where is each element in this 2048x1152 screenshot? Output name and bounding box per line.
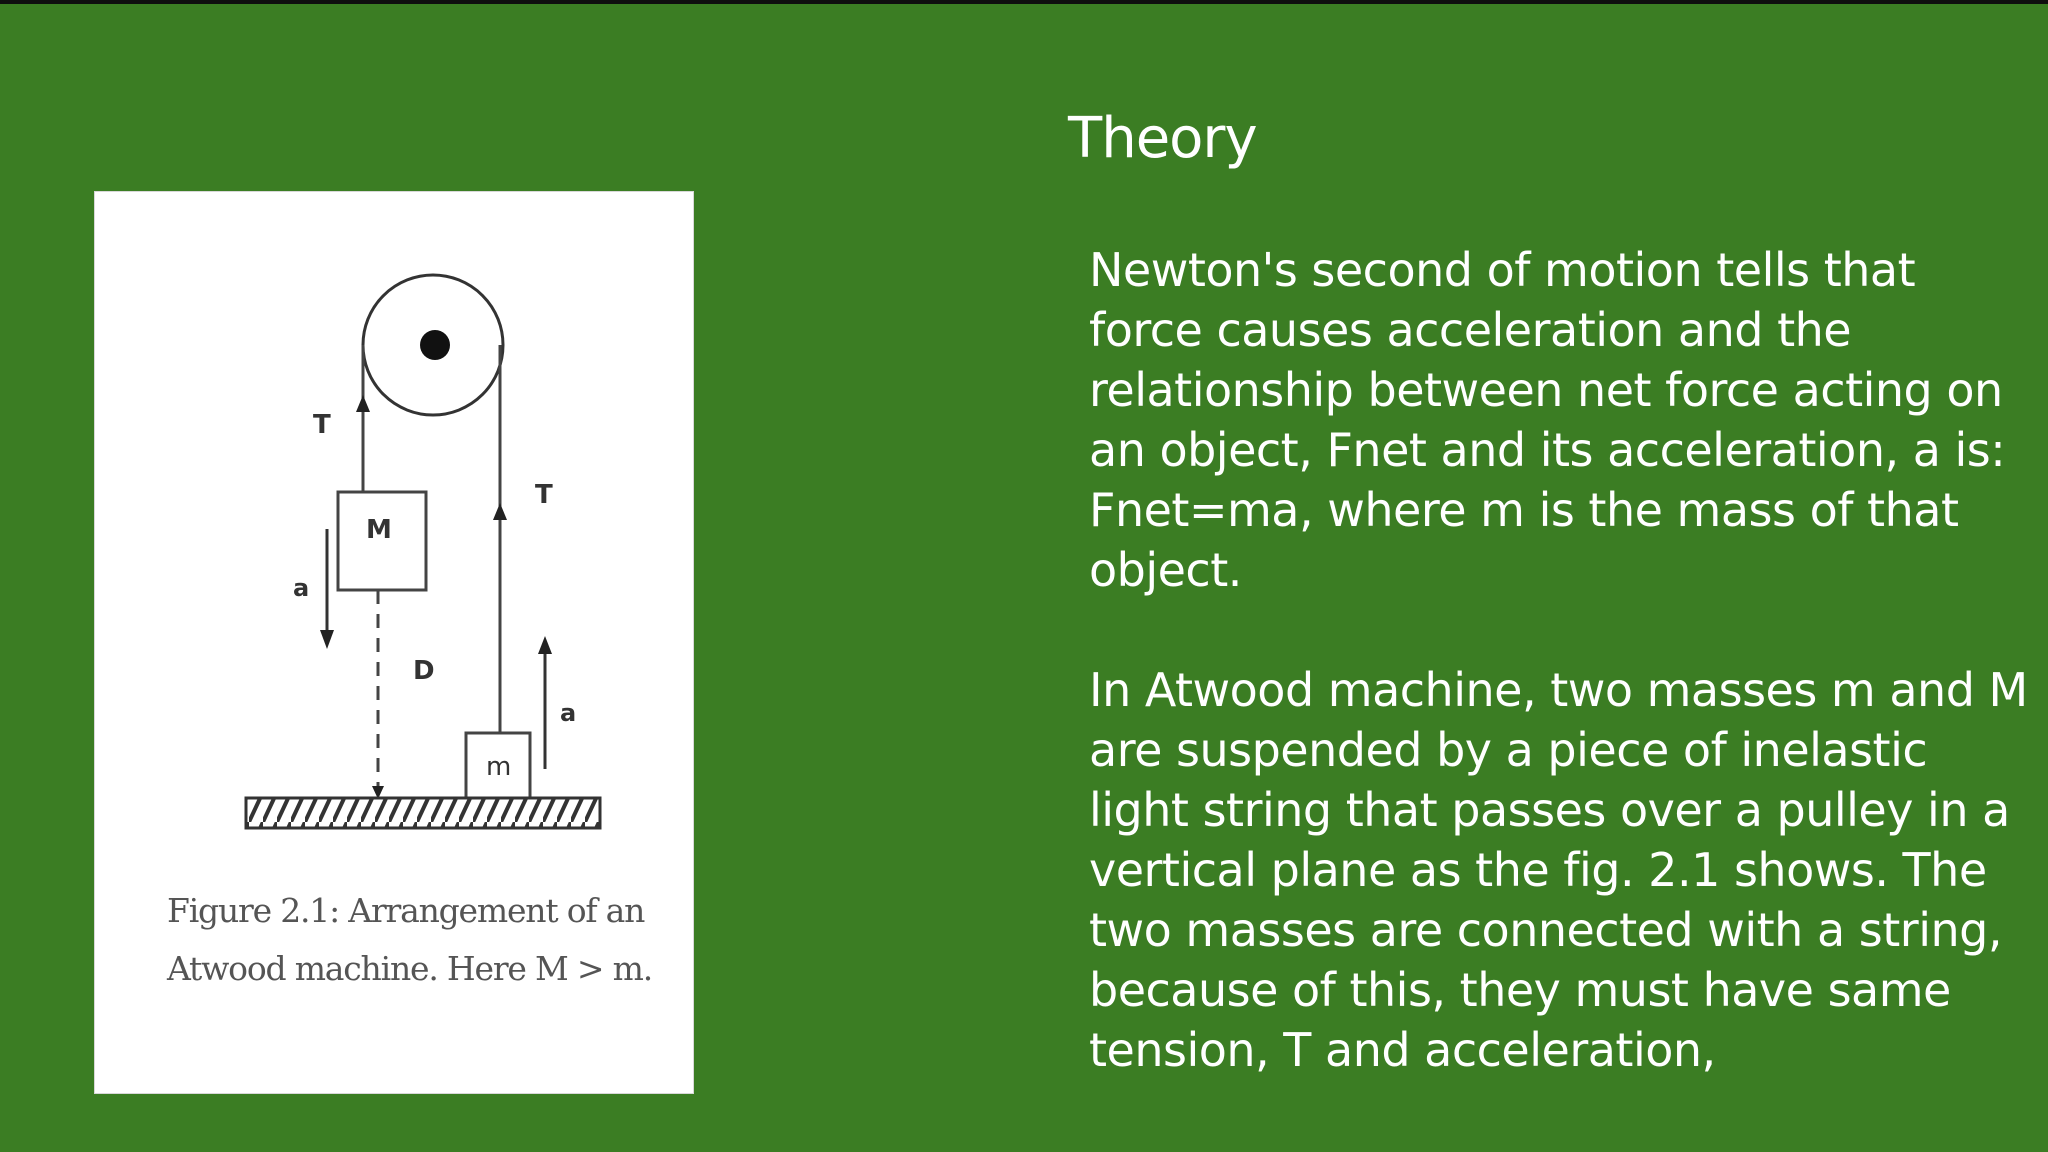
paragraph-newton: Newton's second of motion tells that force causes acceleration and the relationship between net force acting on an object, Fnet and its acceleration, a is: Fnet=ma, where m is the mass of that object. [1089, 243, 2006, 597]
label-accel-left: a [293, 574, 310, 602]
label-mass-small: m [486, 752, 512, 782]
body-text [1089, 240, 2029, 1080]
caption-line-1: Figure 2.1: Arrangement of an [167, 891, 645, 930]
tension-arrow-right [493, 503, 507, 520]
label-mass-big: M [366, 515, 392, 545]
label-tension-left: T [313, 410, 331, 440]
label-accel-right: a [560, 699, 577, 727]
label-tension-right: T [535, 480, 553, 510]
pulley-axle [420, 330, 450, 360]
floor [246, 798, 600, 828]
accel-left-arrow [320, 630, 334, 649]
slide-title: Theory [1068, 106, 1257, 171]
tension-arrow-left [356, 395, 370, 412]
atwood-figure [94, 191, 694, 1094]
paragraph-atwood: In Atwood machine, two masses m and M are suspended by a piece of inelastic light string that passes over a pulley in a vertical plane as the fig. 2.1 shows. The two masses are connected with a string, because of this, they must have same tension, T and acceleration, [1089, 663, 2028, 1077]
caption-line-2: Atwood machine. Here M > m. [167, 949, 653, 988]
label-distance: D [413, 656, 435, 686]
figure-caption [167, 882, 687, 998]
accel-right-arrow [538, 636, 552, 654]
top-border [0, 0, 2048, 4]
